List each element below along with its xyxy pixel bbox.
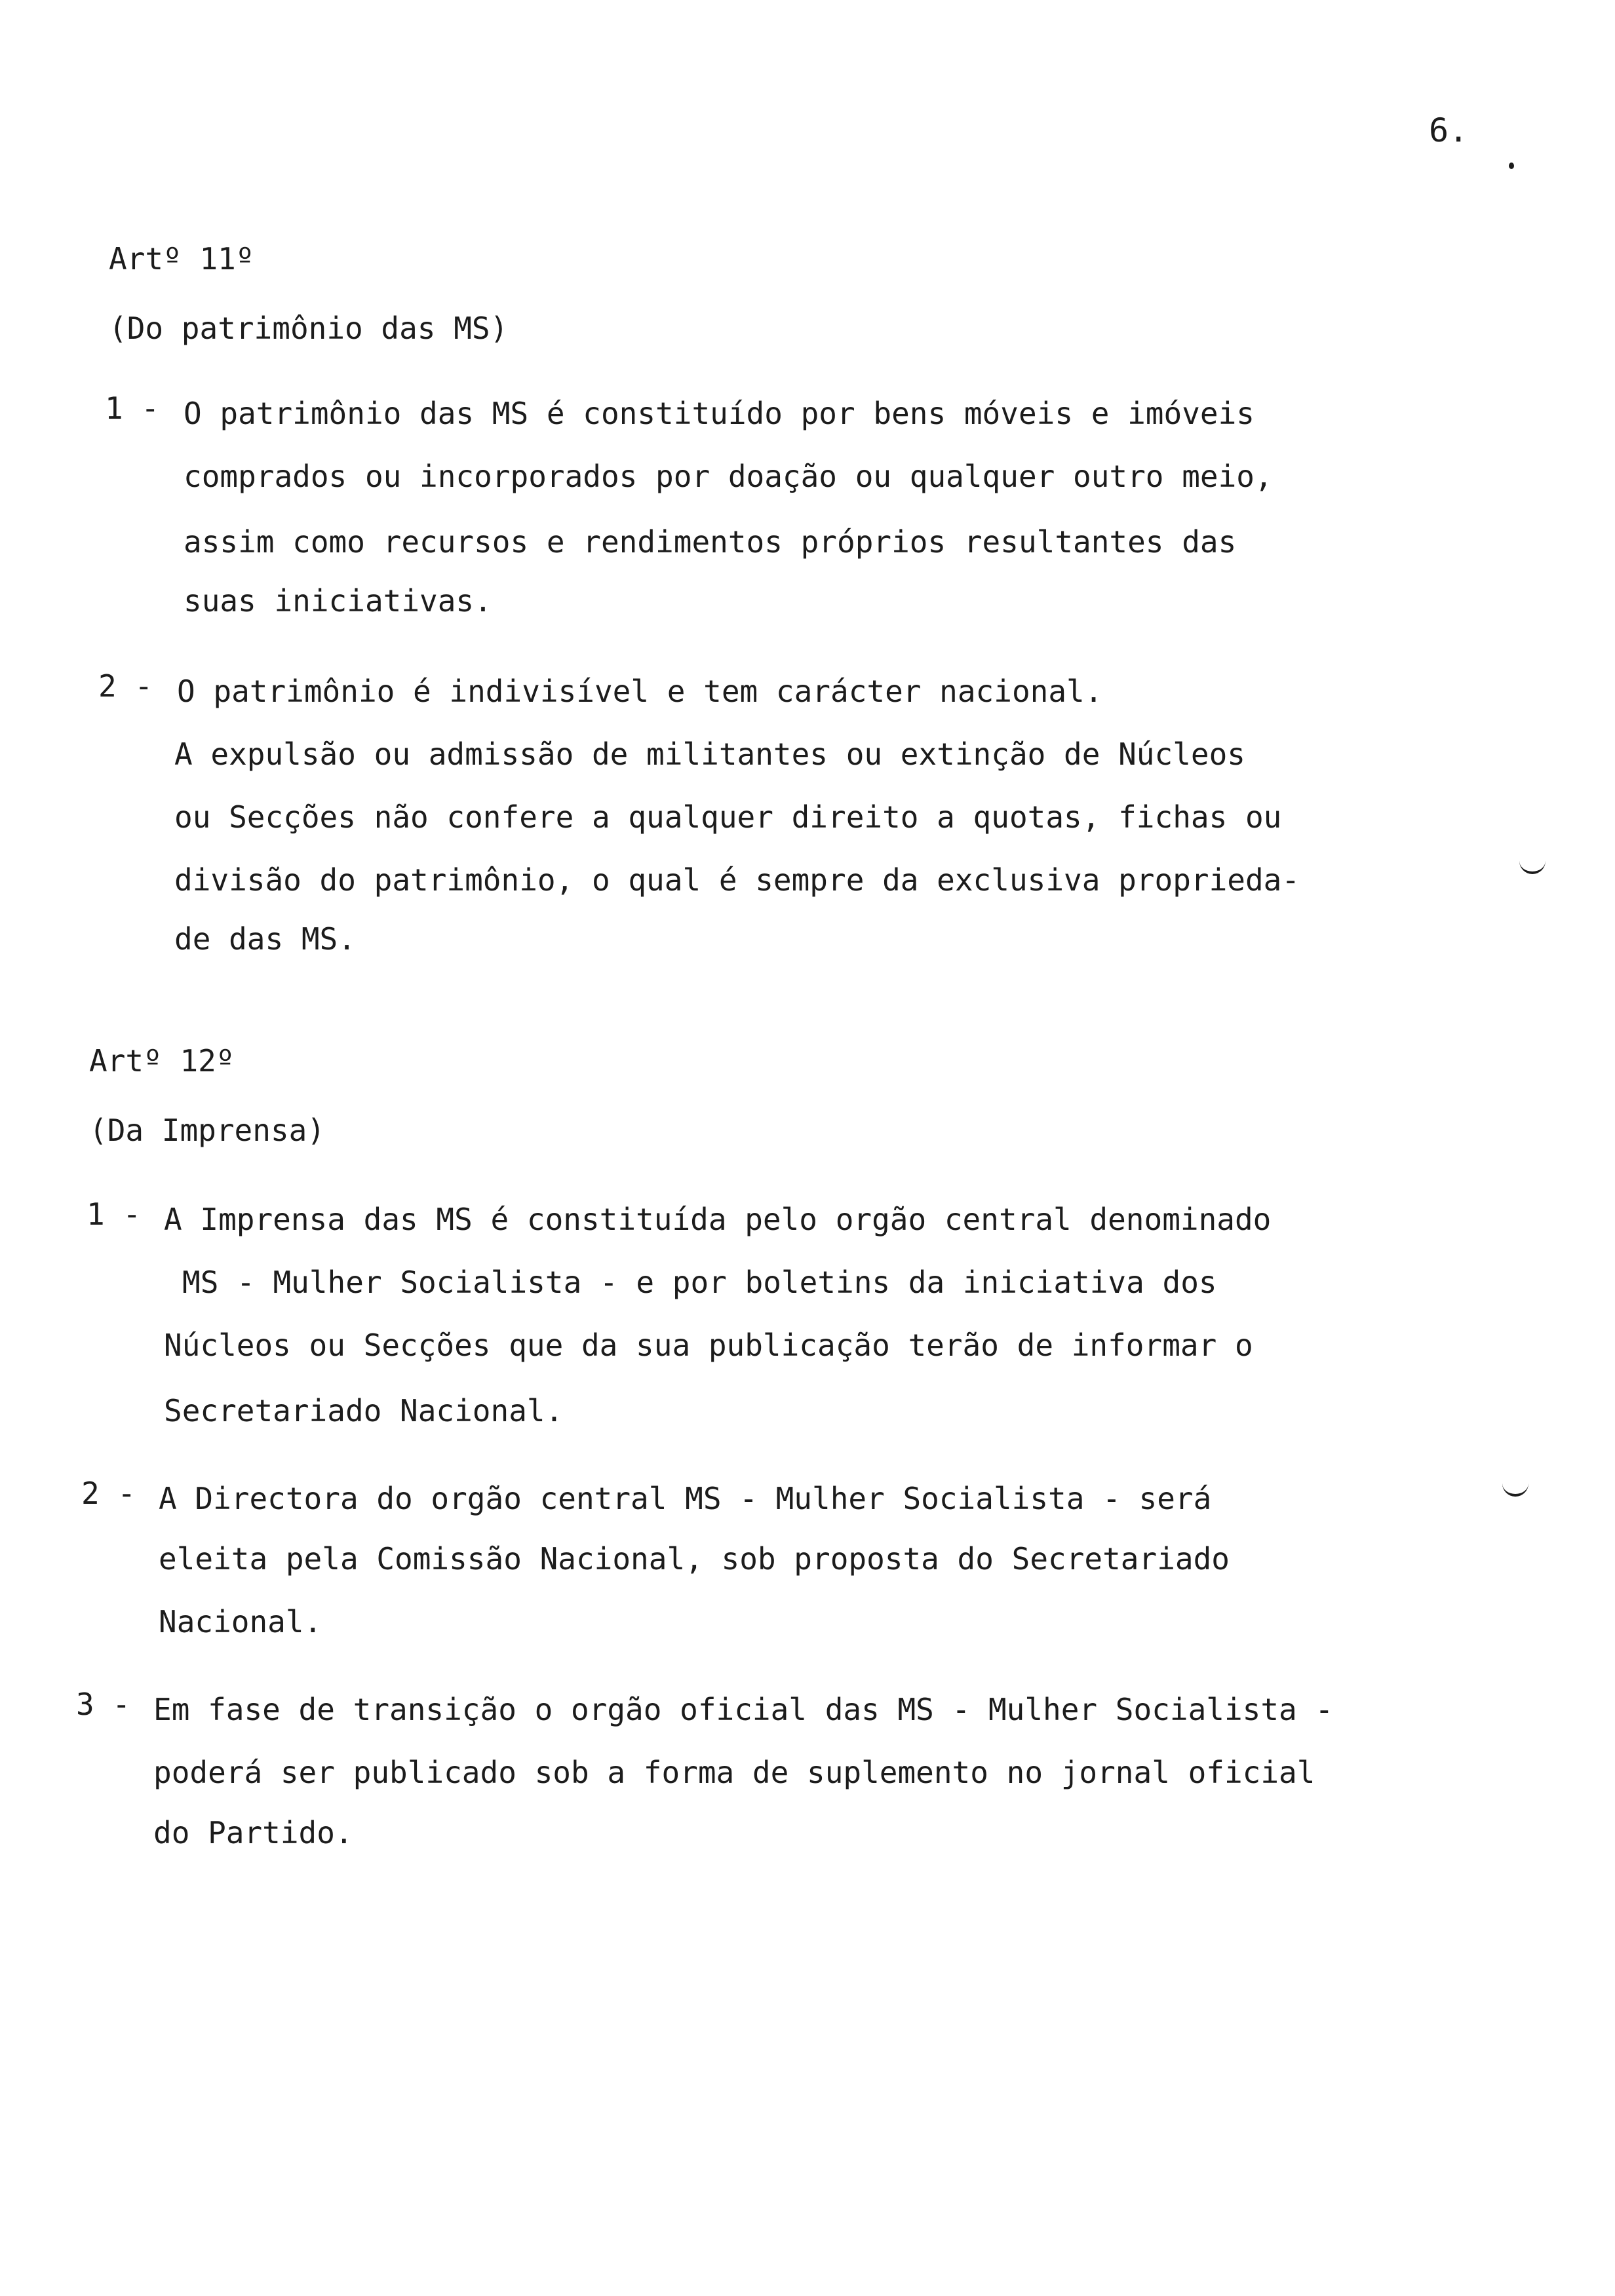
paragraph-line: ou Secções não confere a qualquer direito a quotas, fichas ou xyxy=(174,799,1282,835)
paragraph-line: Em fase de transição o orgão oficial das MS - Mulher Socialista - xyxy=(153,1692,1334,1727)
paragraph-line: A Imprensa das MS é constituída pelo orgão central denominado xyxy=(164,1202,1272,1237)
article-11-title: Artº 11º xyxy=(109,241,254,277)
article-12-title: Artº 12º xyxy=(89,1043,235,1079)
margin-mark xyxy=(1502,1482,1528,1497)
paragraph-number: 2 - xyxy=(98,668,153,704)
paragraph-number: 1 - xyxy=(105,391,160,426)
paragraph-number: 3 - xyxy=(76,1687,131,1722)
paragraph-line: O patrimônio das MS é constituído por bens móveis e imóveis xyxy=(184,396,1255,431)
paragraph-line: do Partido. xyxy=(153,1815,353,1850)
paragraph-line: A Directora do orgão central MS - Mulher Socialista - será xyxy=(159,1481,1212,1516)
paragraph-line: comprados ou incorporados por doação ou qualquer outro meio, xyxy=(184,459,1273,494)
ink-speck xyxy=(1509,163,1514,169)
page-number: 6. xyxy=(1429,111,1469,149)
paragraph-line: assim como recursos e rendimentos próprios resultantes das xyxy=(184,524,1237,560)
paragraph-line: poderá ser publicado sob a forma de suplemento no jornal oficial xyxy=(153,1755,1315,1790)
paragraph-line: Secretariado Nacional. xyxy=(164,1393,564,1428)
paragraph-number: 2 - xyxy=(81,1476,136,1511)
paragraph-line: suas iniciativas. xyxy=(184,583,492,619)
paragraph-line: A expulsão ou admissão de militantes ou extinção de Núcleos xyxy=(174,737,1245,772)
paragraph-line: de das MS. xyxy=(174,921,356,957)
paragraph-line: O patrimônio é indivisível e tem carácter nacional. xyxy=(177,674,1103,709)
article-12-subtitle: (Da Imprensa) xyxy=(89,1113,326,1148)
paragraph-line: Núcleos ou Secções que da sua publicação terão de informar o xyxy=(164,1328,1253,1363)
paragraph-line: MS - Mulher Socialista - e por boletins da iniciativa dos xyxy=(182,1265,1217,1300)
margin-mark xyxy=(1519,860,1546,874)
paragraph-number: 1 - xyxy=(87,1196,142,1232)
article-11-subtitle: (Do patrimônio das MS) xyxy=(109,311,509,346)
paragraph-line: eleita pela Comissão Nacional, sob proposta do Secretariado xyxy=(159,1541,1230,1577)
paragraph-line: Nacional. xyxy=(159,1604,322,1639)
paragraph-line: divisão do patrimônio, o qual é sempre da exclusiva proprieda- xyxy=(174,862,1300,898)
